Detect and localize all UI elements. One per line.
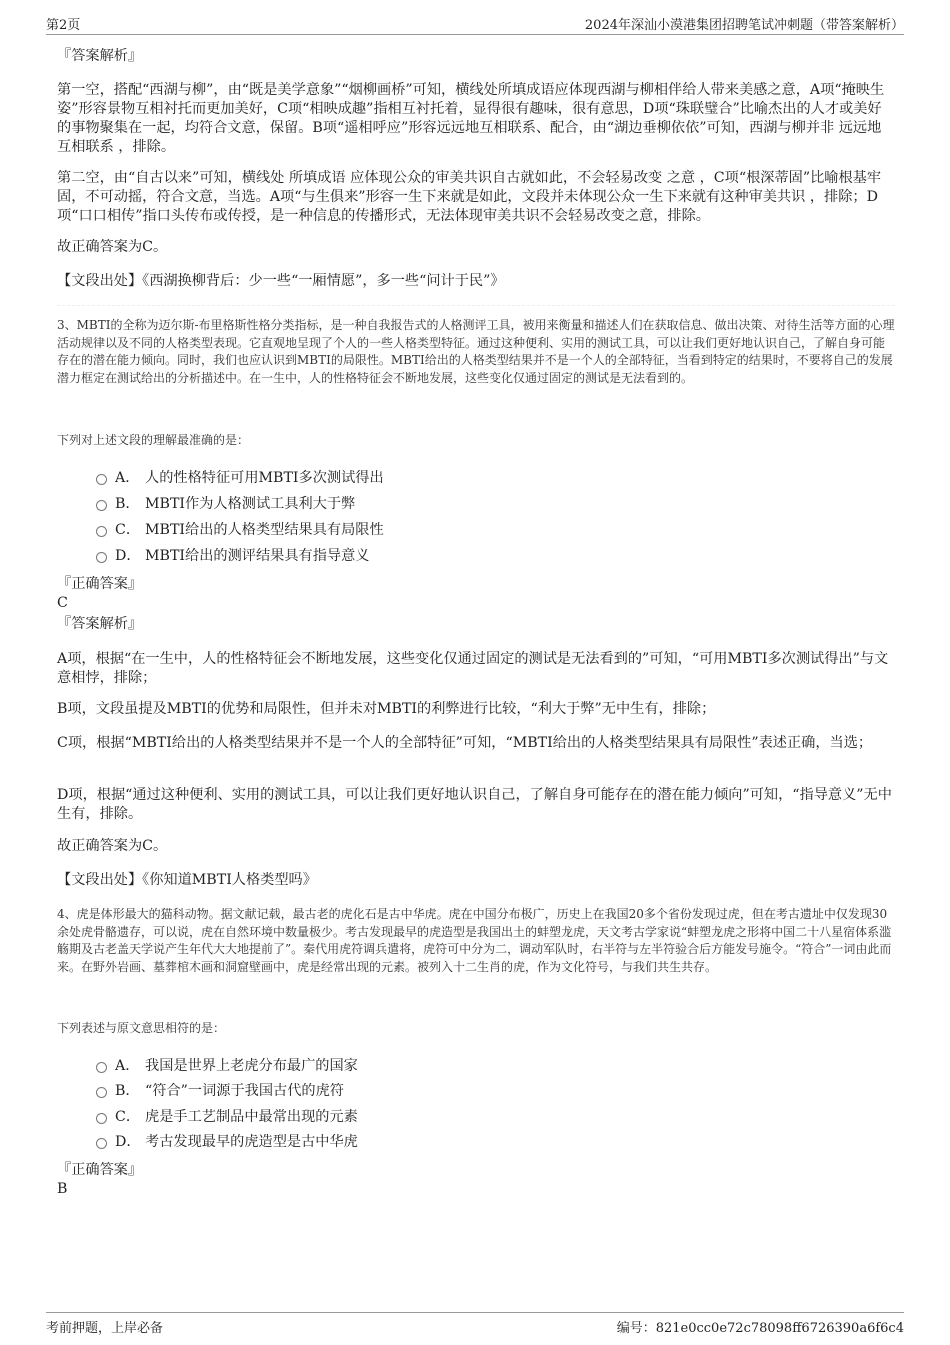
document-title: 2024年深汕小漠港集团招聘笔试冲刺题（带答案解析） — [584, 18, 904, 33]
radio-icon[interactable] — [96, 552, 107, 563]
q3-analysis-c: C项，根据“MBTI给出的人格类型结果并不是一个人的全部特征”可知，“MBTI给出的人格类型结果具有局限性”表述正确，当选； — [57, 735, 873, 751]
divider — [57, 305, 895, 306]
q3-analysis-label: 『答案解析』 — [57, 616, 143, 632]
q4-option-b[interactable]: B． “符合”一词源于我国古代的虎符 — [96, 1082, 344, 1101]
q2-conclusion: 故正确答案为C。 — [57, 239, 168, 255]
q3-conclusion: 故正确答案为C。 — [57, 838, 168, 854]
page-header — [46, 12, 904, 35]
page-number: 第2页 — [46, 18, 81, 33]
page-footer — [46, 1312, 904, 1337]
q3-source: 【文段出处】《你知道MBTI人格类型吗》 — [57, 872, 317, 888]
q3-analysis-a: A项，根据“在一生中，人的性格特征会不断地发展，这些变化仅通过固定的测试是无法看到的”可知，“可用MBTI多次测试得出”与文意相悖，排除； — [57, 651, 889, 686]
q3-option-d[interactable]: D． MBTI给出的测评结果具有指导意义 — [96, 547, 369, 566]
q4-question: 下列表述与原文意思相符的是： — [57, 1021, 226, 1035]
radio-icon[interactable] — [96, 500, 107, 511]
q3-answer-label: 『正确答案』 — [57, 576, 143, 592]
q4-option-a[interactable]: A． 我国是世界上老虎分布最广的国家 — [96, 1057, 358, 1076]
document-id: 编号：821e0cc0e72c78098ff6726390a6f6c4 — [616, 1321, 904, 1336]
radio-icon[interactable] — [96, 474, 107, 485]
footer-slogan: 考前押题，上岸必备 — [46, 1321, 164, 1336]
q3-answer: C — [57, 595, 68, 611]
radio-icon[interactable] — [96, 1138, 107, 1149]
q3-analysis-b: B项，文段虽提及MBTI的优势和局限性，但并未对MBTI的利弊进行比较，“利大于弊”无中生有，排除； — [57, 701, 716, 717]
radio-icon[interactable] — [96, 1087, 107, 1098]
q3-option-b[interactable]: B． MBTI作为人格测试工具利大于弊 — [96, 495, 355, 514]
q4-option-d[interactable]: D． 考古发现最早的虎造型是古中华虎 — [96, 1133, 358, 1152]
q2-analysis-p2: 第二空，由“自古以来”可知，横线处 所填成语 应体现公众的审美共识自古就如此，不会轻易改变 之意 ，C项“根深蒂固”比喻根基牢固，不可动摇，符合文意，当选。A项“与生俱来”形容一生下来就是如此，文段并未体现公众一生下来就有这种审美共识 ，排除；D项“口口相传”指口头传布或传授，是一种信息的传播形式，无法体现审美共识不会轻易改变之意，排除。 — [57, 170, 882, 224]
radio-icon[interactable] — [96, 1113, 107, 1124]
q3-option-c[interactable]: C． MBTI给出的人格类型结果具有局限性 — [96, 521, 384, 540]
q2-analysis-p1: 第一空，搭配“西湖与柳”，由“既是美学意象”“烟柳画桥”可知，横线处所填成语应体现西湖与柳相伴给人带来美感之意，A项“掩映生姿”形容景物互相衬托而更加美好，C项“相映成趣”指相互衬托着，显得很有趣味，很有意思，D项“珠联璧合”比喻杰出的人才或美好的事物聚集在一起，均符合文意，保留。B项“遥相呼应”形容远远地互相联系、配合，由“湖边垂柳依依”可知，西湖与柳并非 远远地互相联系 ，排除。 — [57, 82, 885, 155]
q4-answer-label: 『正确答案』 — [57, 1162, 143, 1178]
q3-analysis-d: D项，根据“通过这种便利、实用的测试工具，可以让我们更好地认识自己，了解自身可能存在的潜在能力倾向”可知，“指导意义”无中生有，排除。 — [57, 787, 892, 822]
q2-analysis-label: 『答案解析』 — [57, 48, 143, 64]
q4-option-c[interactable]: C． 虎是手工艺制品中最常出现的元素 — [96, 1108, 358, 1127]
q3-question: 下列对上述文段的理解最准确的是： — [57, 433, 250, 447]
radio-icon[interactable] — [96, 1062, 107, 1073]
q4-answer: B — [57, 1181, 68, 1197]
q4-passage: 4、虎是体形最大的猫科动物。据文献记载，最古老的虎化石是古中华虎。虎在中国分布极广，历史上在我国20多个省份发现过虎，但在考古遗址中仅发现30余处虎骨骼遗存，可以说，虎在自然环境中数量极少。考古发现最早的虎造型是我国出土的蚌塑龙虎，天文考古学家说“蚌塑龙虎之形将中国二十八星宿体系滥觞期及古老盖天学说产生年代大大地提前了”。秦代用虎符调兵遣将，虎符可中分为二，调动军队时，右半符与左半符验合后方能发号施令。“符合”一词由此而来。在野外岩画、墓葬棺木画和洞窟壁画中，虎是经常出现的元素。被列入十二生肖的虎，作为文化符号，与我们共生共存。 — [57, 907, 892, 974]
radio-icon[interactable] — [96, 526, 107, 537]
q2-source: 【文段出处】《西湖换柳背后：少一些“一厢情愿”，多一些“问计于民”》 — [57, 273, 505, 289]
q3-passage: 3、MBTI的全称为迈尔斯-布里格斯性格分类指标，是一种自我报告式的人格测评工具，被用来衡量和描述人们在获取信息、做出决策、对待生活等方面的心理活动规律以及不同的人格类型表现。它直观地呈现了个人的一些人格类型特征。通过这种便利、实用的测试工具，可以让我们更好地认识自己，了解自身可能存在的潜在能力倾向。同时，我们也应认识到MBTI的局限性。MBTI给出的人格类型结果并不是一个人的全部特征，当看到特定的结果时，不要将自己的发展潜力框定在测试给出的分析描述中。在一生中，人的性格特征会不断地发展，这些变化仅通过固定的测试是无法看到的。 — [57, 318, 895, 385]
q3-option-a[interactable]: A． 人的性格特征可用MBTI多次测试得出 — [96, 469, 384, 488]
